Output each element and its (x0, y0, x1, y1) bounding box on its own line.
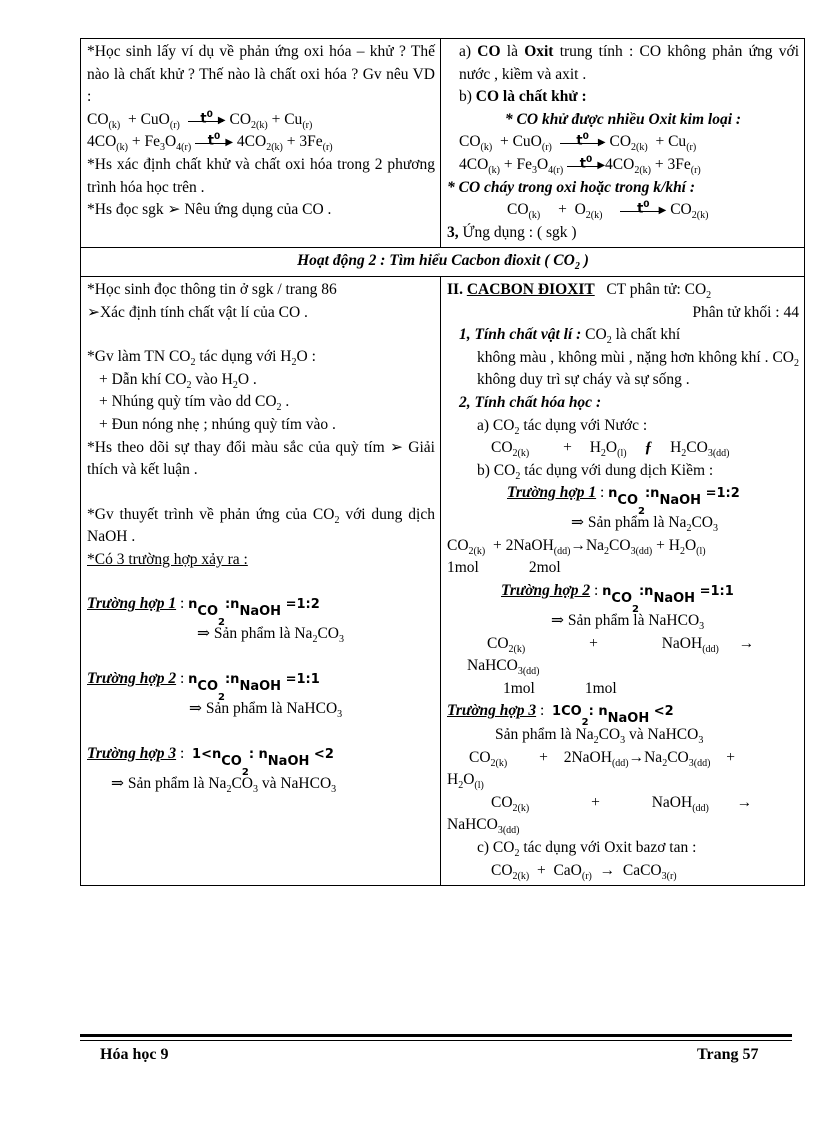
note-co-reduces: * CO khử được nhiều Oxit kim loại : (504, 110, 742, 128)
chemical-properties-heading: 2, Tính chất hóa học : (459, 393, 602, 411)
three-cases-heading: *Có 3 trường hợp xảy ra : (87, 550, 248, 568)
instruction-line: *Gv thuyết trình về phản ứng của $CO_2$ với dung dịch NaOH . (87, 505, 435, 546)
heat-arrow: $t^0$ ▶ (620, 199, 666, 221)
instruction-line: + Dẫn khí $CO_2$ vào $H_2O$ . (99, 370, 257, 391)
equation-case-3b: $CO_{2(k)}$ + NaOH$_{(dd)}$ → (491, 793, 753, 814)
paragraph: *Hs xác định chất khử và chất oxi hóa trong 2 phương trình hóa học trên . (87, 155, 435, 196)
mole-ratio: $n_{CO_2}:n_{NaOH}$ =1:1 (602, 584, 734, 616)
molar-mass: Phân tử khối : 44 (692, 303, 799, 321)
mole-ratio: $1CO_2$: $n_{NaOH} <2$ (552, 704, 674, 729)
top-right-cell (441, 39, 805, 248)
moles-case-1: 1mol 2mol (447, 559, 561, 577)
case-3-right: Trường hợp 3 : $1CO_2$: $n_{NaOH} <2$ (447, 702, 674, 729)
case-1-right-product: ⇒ Sản phẩm là $Na_2CO_3$ (571, 514, 718, 535)
table-row (81, 276, 805, 885)
footer-subject: Hóa học 9 (100, 1046, 169, 1063)
mole-ratio: $n_{CO_2}:n_{NaOH}$ =1:2 (188, 597, 320, 629)
equation-case-1: $CO_{2(k)}$ + $2NaOH_{(dd)}\to Na_2CO_{3(dd)} + H_2O_{(l)}$ (447, 536, 706, 557)
equation-case-3a-water: $H_2O_{(l)}$ (447, 771, 484, 792)
table-row (81, 248, 805, 277)
heat-arrow: $t^0$ ▶ (560, 131, 606, 153)
equation-case-3a: $CO_{2(k)}$ + $2NaOH_{(dd)}\to Na_2CO_{3(dd)}$ + (469, 748, 736, 769)
case-1: Trường hợp 1 : $n_{CO_2}:n_{NaOH}$ =1:2 (87, 595, 320, 629)
equation-case-2-product: NaHCO$_{3(dd)}$ (467, 657, 540, 678)
instruction-line: + Nhúng quỳ tím vào dd $CO_2$ . (99, 393, 290, 414)
case-3-product: ⇒ Sản phẩm là $Na_2CO_3$ và NaHCO$_3$ (111, 774, 337, 795)
co-neutral-oxide: a) CO là Oxit trung tính : CO không phản ứng với nước , kiềm và axit . (459, 43, 800, 83)
equation-co-fe3o4-right: $4CO_{(k)} + Fe_3O_{4(r)}$ $t^0$ ▶ $4CO_{2(k)} + 3Fe_{(r)}$ (459, 154, 701, 176)
footer-page-number: Trang 57 (697, 1046, 759, 1063)
mole-ratio: $n_{CO_2}:n_{NaOH}$ =1:2 (608, 486, 740, 518)
mole-ratio: $n_{CO_2}:n_{NaOH}$ =1:1 (188, 672, 320, 704)
case-3-right-product: Sản phẩm là $Na_2CO_3$ và NaHCO$_3$ (495, 726, 704, 747)
equation-co2-cao: $CO_{2(k)} + CaO_{(r)}$ → CaCO$_{3(r)}$ (491, 861, 677, 882)
table-row (81, 39, 805, 248)
paragraph: *Hs đọc sgk ➢ Nêu ứng dụng của CO . (87, 201, 332, 219)
instruction-line: *Hs theo dõi sự thay đổi màu sắc của quỳ tím ➢ Giải thích và kết luận . (87, 438, 435, 479)
case-2-product: ⇒ Sản phẩm là NaHCO$_3$ (189, 700, 343, 721)
heat-arrow: $t^0$ ▶ (188, 109, 226, 131)
mole-ratio: $1<n_{CO_2}$: $n_{NaOH} <2$ (192, 746, 334, 778)
heat-arrow: $t^0$ ▶ (195, 131, 233, 153)
page-content (80, 38, 800, 886)
heat-arrow: $t^0$ ▶ (567, 154, 605, 176)
co2-base-heading: b) $CO_2$ tác dụng với dung dịch Kiềm : (477, 461, 714, 482)
case-2-right-product: ⇒ Sản phẩm là NaHCO$_3$ (551, 612, 705, 633)
moles-case-2: 1mol 1mol (503, 679, 617, 697)
instruction-line: *Học sinh đọc thông tin ở sgk / trang 86 (87, 280, 337, 298)
bottom-right-cell (441, 276, 805, 885)
bottom-left-cell (81, 276, 441, 885)
lesson-table (80, 38, 805, 886)
co2-basic-oxide-heading: c) $CO_2$ tác dụng với Oxit bazơ tan : (477, 839, 697, 859)
footer-rule-thick (80, 1034, 792, 1037)
co2-water-heading: a) $CO_2$ tác dụng với Nước : (477, 416, 648, 437)
instruction-line: *Gv làm TN $CO_2$ tác dụng với $H_2O$ : (87, 348, 316, 369)
equation-case-2: $CO_{2(k)}$ + NaOH$_{(dd)}$ → (487, 634, 755, 655)
co-reducing-agent: b) CO là chất khử : (459, 88, 587, 106)
equation-co2-water: $CO_{2(k)} + H_2O_{(l)}$ ƒ $H_2CO_{3(dd)}$ (491, 439, 730, 460)
activity-heading: Hoạt động 2 : Tìm hiểu Cacbon đioxit ( $CO_2$ ) (81, 248, 805, 277)
top-left-cell (81, 39, 441, 248)
instruction-line: + Đun nóng nhẹ ; nhúng quỳ tím vào . (99, 415, 336, 433)
equation-co-cuo: $CO_{(k)} + CuO_{(r)}$ $t^0$ ▶ $CO_{2(k)} + Cu_{(r)}$ (87, 109, 313, 131)
equation-co-cuo-right: $CO_{(k)} + CuO_{(r)}$ $t^0$ ▶ $CO_{2(k)} + Cu_{(r)}$ (459, 132, 697, 154)
case-2: Trường hợp 2 : $n_{CO_2}:n_{NaOH}$ =1:1 (87, 670, 320, 704)
case-1-product: ⇒ Sản phẩm là $Na_2CO_3$ (197, 625, 344, 646)
physical-properties: 1, Tính chất vật lí : $CO_2$ là chất khí không màu , không mùi , nặng hơn không khí . $CO_2$ không duy trì sự cháy và sự sống . (459, 326, 799, 389)
equation-co-fe3o4: $4CO_{(k)} + Fe_3O_{4(r)}$ $t^0$ ▶ $4CO_{2(k)} + 3Fe_{(r)}$ (87, 132, 333, 154)
equation-co-o2: $CO_{(k)} + O_{2(k)}$ $t^0$ ▶ $CO_{2(k)}$ (507, 200, 709, 222)
paragraph: *Học sinh lấy ví dụ về phản ứng oxi hóa – khử ? Thế nào là chất khử ? Thế nào là chất oxi hóa ? Gv nêu VD : (87, 43, 435, 106)
section-2-title: II. CACBON ĐIOXIT CT phân tử: $CO_2$ (447, 280, 712, 301)
section-3-applications: 3, Ứng dụng : ( sgk ) (447, 223, 577, 241)
equation-case-3b-product: NaHCO$_{3(dd)}$ (447, 816, 520, 837)
case-3: Trường hợp 3 : $1<n_{CO_2}$: $n_{NaOH} <2$ (87, 744, 334, 778)
case-1-right: Trường hợp 1 : $n_{CO_2}:n_{NaOH}$ =1:2 (507, 484, 740, 518)
footer-rule-thin (80, 1040, 792, 1041)
instruction-line: ➢Xác định tính chất vật lí của CO . (87, 303, 308, 321)
note-co-burns: * CO cháy trong oxi hoặc trong k/khí : (447, 178, 696, 196)
case-2-right: Trường hợp 2 : $n_{CO_2}:n_{NaOH}$ =1:1 (501, 582, 734, 616)
